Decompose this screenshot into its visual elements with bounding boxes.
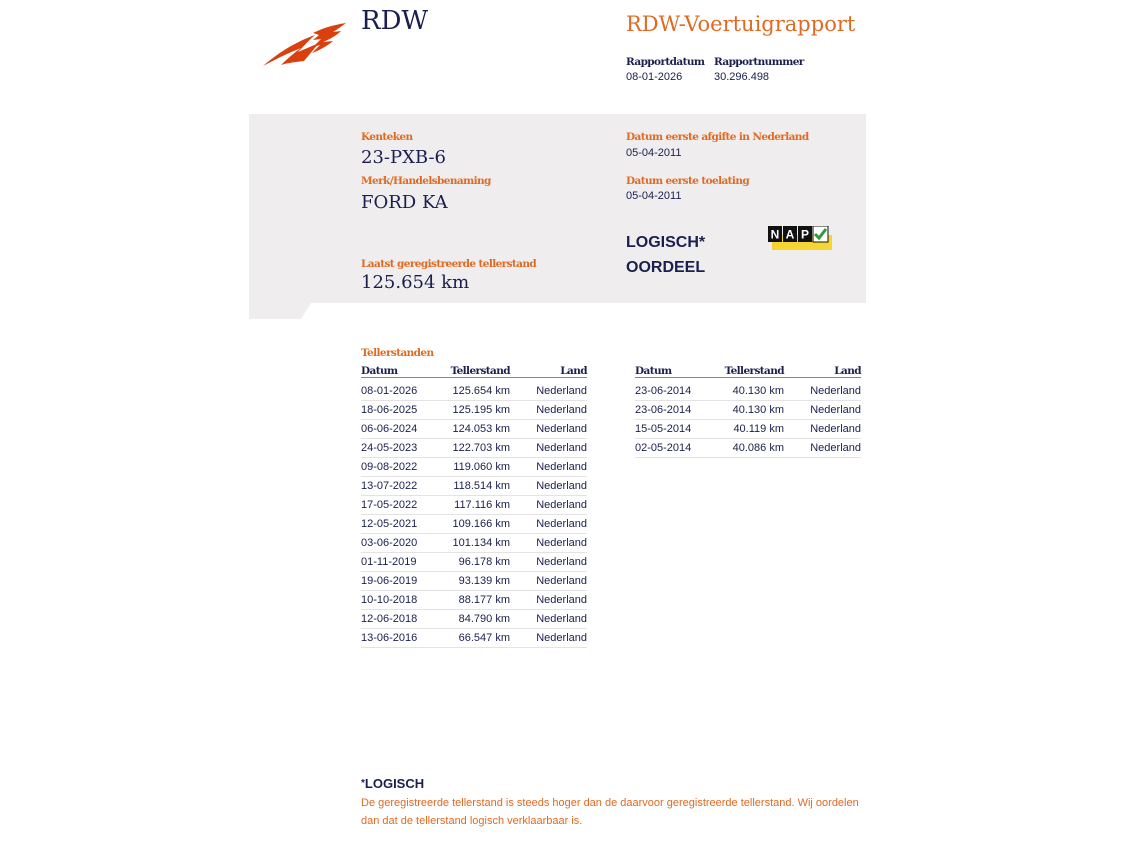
report-title: RDW-Voertuigrapport [626, 12, 856, 36]
cell-land: Nederland [510, 477, 587, 496]
cell-datum: 01-11-2019 [361, 553, 441, 572]
table-row [361, 458, 587, 477]
table-row [361, 420, 587, 439]
table-row [361, 591, 587, 610]
cell-land: Nederland [784, 401, 861, 420]
cell-land: Nederland [510, 378, 587, 401]
footnote-star: * [361, 778, 365, 789]
oordeel-line1: LOGISCH* [626, 234, 706, 251]
rapportnummer-label: Rapportnummer [714, 56, 804, 68]
footnote-title [361, 776, 424, 791]
oordeel-line2: OORDEEL [626, 259, 706, 276]
cell-tellerstand: 40.130 km [715, 378, 784, 401]
tellerstanden-table-right [635, 364, 861, 458]
cell-datum: 15-05-2014 [635, 420, 715, 439]
cell-datum: 08-01-2026 [361, 378, 441, 401]
cell-land: Nederland [510, 439, 587, 458]
table-row [635, 420, 861, 439]
table-row [361, 401, 587, 420]
cell-tellerstand: 122.703 km [441, 439, 510, 458]
cell-tellerstand: 119.060 km [441, 458, 510, 477]
cell-tellerstand: 40.130 km [715, 401, 784, 420]
cell-land: Nederland [510, 515, 587, 534]
cell-datum: 10-10-2018 [361, 591, 441, 610]
nap-letter-n: N [770, 227, 780, 242]
tellerstand-value: 125.654 km [361, 272, 470, 293]
nap-check-icon [768, 226, 832, 252]
cell-land: Nederland [510, 534, 587, 553]
col-tellerstand: Tellerstand [715, 364, 784, 378]
col-datum: Datum [635, 364, 715, 378]
table-row [361, 515, 587, 534]
merk-value: FORD KA [361, 192, 448, 213]
cell-datum: 17-05-2022 [361, 496, 441, 515]
cell-datum: 18-06-2025 [361, 401, 441, 420]
cell-tellerstand: 125.654 km [441, 378, 510, 401]
cell-land: Nederland [510, 458, 587, 477]
footnote-title-text: LOGISCH [364, 776, 425, 791]
table-row [361, 534, 587, 553]
cell-land: Nederland [510, 591, 587, 610]
cell-tellerstand: 88.177 km [441, 591, 510, 610]
cell-land: Nederland [784, 378, 861, 401]
nap-letter-a: A [785, 227, 795, 242]
cell-land: Nederland [510, 496, 587, 515]
table-row [635, 401, 861, 420]
cell-datum: 23-06-2014 [635, 378, 715, 401]
table-row [361, 610, 587, 629]
cell-tellerstand: 118.514 km [441, 477, 510, 496]
table-row [361, 572, 587, 591]
cell-tellerstand: 109.166 km [441, 515, 510, 534]
tellerstanden-table-left [361, 364, 587, 648]
table-row [361, 439, 587, 458]
cell-tellerstand: 124.053 km [441, 420, 510, 439]
cell-datum: 12-06-2018 [361, 610, 441, 629]
tellerstand-label: Laatst geregistreerde tellerstand [361, 258, 537, 270]
afgifte-label: Datum eerste afgifte in Nederland [626, 131, 809, 143]
cell-datum: 19-06-2019 [361, 572, 441, 591]
cell-land: Nederland [510, 610, 587, 629]
cell-datum: 06-06-2024 [361, 420, 441, 439]
oordeel-text [626, 230, 705, 280]
cell-tellerstand: 125.195 km [441, 401, 510, 420]
toelating-value: 05-04-2011 [626, 190, 682, 202]
merk-label: Merk/Handelsbenaming [361, 175, 491, 187]
cell-land: Nederland [784, 420, 861, 439]
cell-land: Nederland [784, 439, 861, 458]
col-land: Land [784, 364, 861, 378]
cell-datum: 09-08-2022 [361, 458, 441, 477]
brand-name: RDW [361, 6, 429, 36]
cell-land: Nederland [510, 401, 587, 420]
cell-datum: 12-05-2021 [361, 515, 441, 534]
cell-tellerstand: 96.178 km [441, 553, 510, 572]
cell-datum: 03-06-2020 [361, 534, 441, 553]
cell-tellerstand: 66.547 km [441, 629, 510, 648]
cell-land: Nederland [510, 553, 587, 572]
col-datum: Datum [361, 364, 441, 378]
table-row [635, 439, 861, 458]
cell-land: Nederland [510, 572, 587, 591]
cell-tellerstand: 101.134 km [441, 534, 510, 553]
cell-tellerstand: 40.086 km [715, 439, 784, 458]
rapportnummer-value: 30.296.498 [714, 71, 770, 83]
table-row [361, 553, 587, 572]
rapportdatum-label: Rapportdatum [626, 56, 705, 68]
table-row [635, 378, 861, 401]
table-row [361, 378, 587, 401]
kenteken-value: 23-PXB-6 [361, 147, 447, 168]
nap-letter-p: P [800, 227, 810, 242]
col-tellerstand: Tellerstand [441, 364, 510, 378]
toelating-label: Datum eerste toelating [626, 175, 750, 187]
cell-tellerstand: 93.139 km [441, 572, 510, 591]
cell-datum: 02-05-2014 [635, 439, 715, 458]
rapportdatum-value: 08-01-2026 [626, 71, 683, 83]
col-land: Land [510, 364, 587, 378]
cell-tellerstand: 84.790 km [441, 610, 510, 629]
table-row [361, 629, 587, 648]
cell-datum: 13-07-2022 [361, 477, 441, 496]
table-row [361, 477, 587, 496]
kenteken-label: Kenteken [361, 131, 413, 143]
rdw-wing-logo [263, 22, 347, 68]
cell-tellerstand: 40.119 km [715, 420, 784, 439]
cell-land: Nederland [510, 420, 587, 439]
cell-land: Nederland [510, 629, 587, 648]
cell-datum: 23-06-2014 [635, 401, 715, 420]
vehicle-info-panel [249, 114, 866, 319]
cell-tellerstand: 117.116 km [441, 496, 510, 515]
table-row [361, 496, 587, 515]
afgifte-value: 05-04-2011 [626, 147, 682, 159]
cell-datum: 13-06-2016 [361, 629, 441, 648]
footnote-text: De geregistreerde tellerstand is steeds hoger dan de daarvoor geregistreerde tellerstand. Wij oordelen dan dat de tellerstand logisch verklaarbaar is. [361, 797, 859, 827]
tellerstanden-title: Tellerstanden [361, 347, 434, 359]
cell-datum: 24-05-2023 [361, 439, 441, 458]
